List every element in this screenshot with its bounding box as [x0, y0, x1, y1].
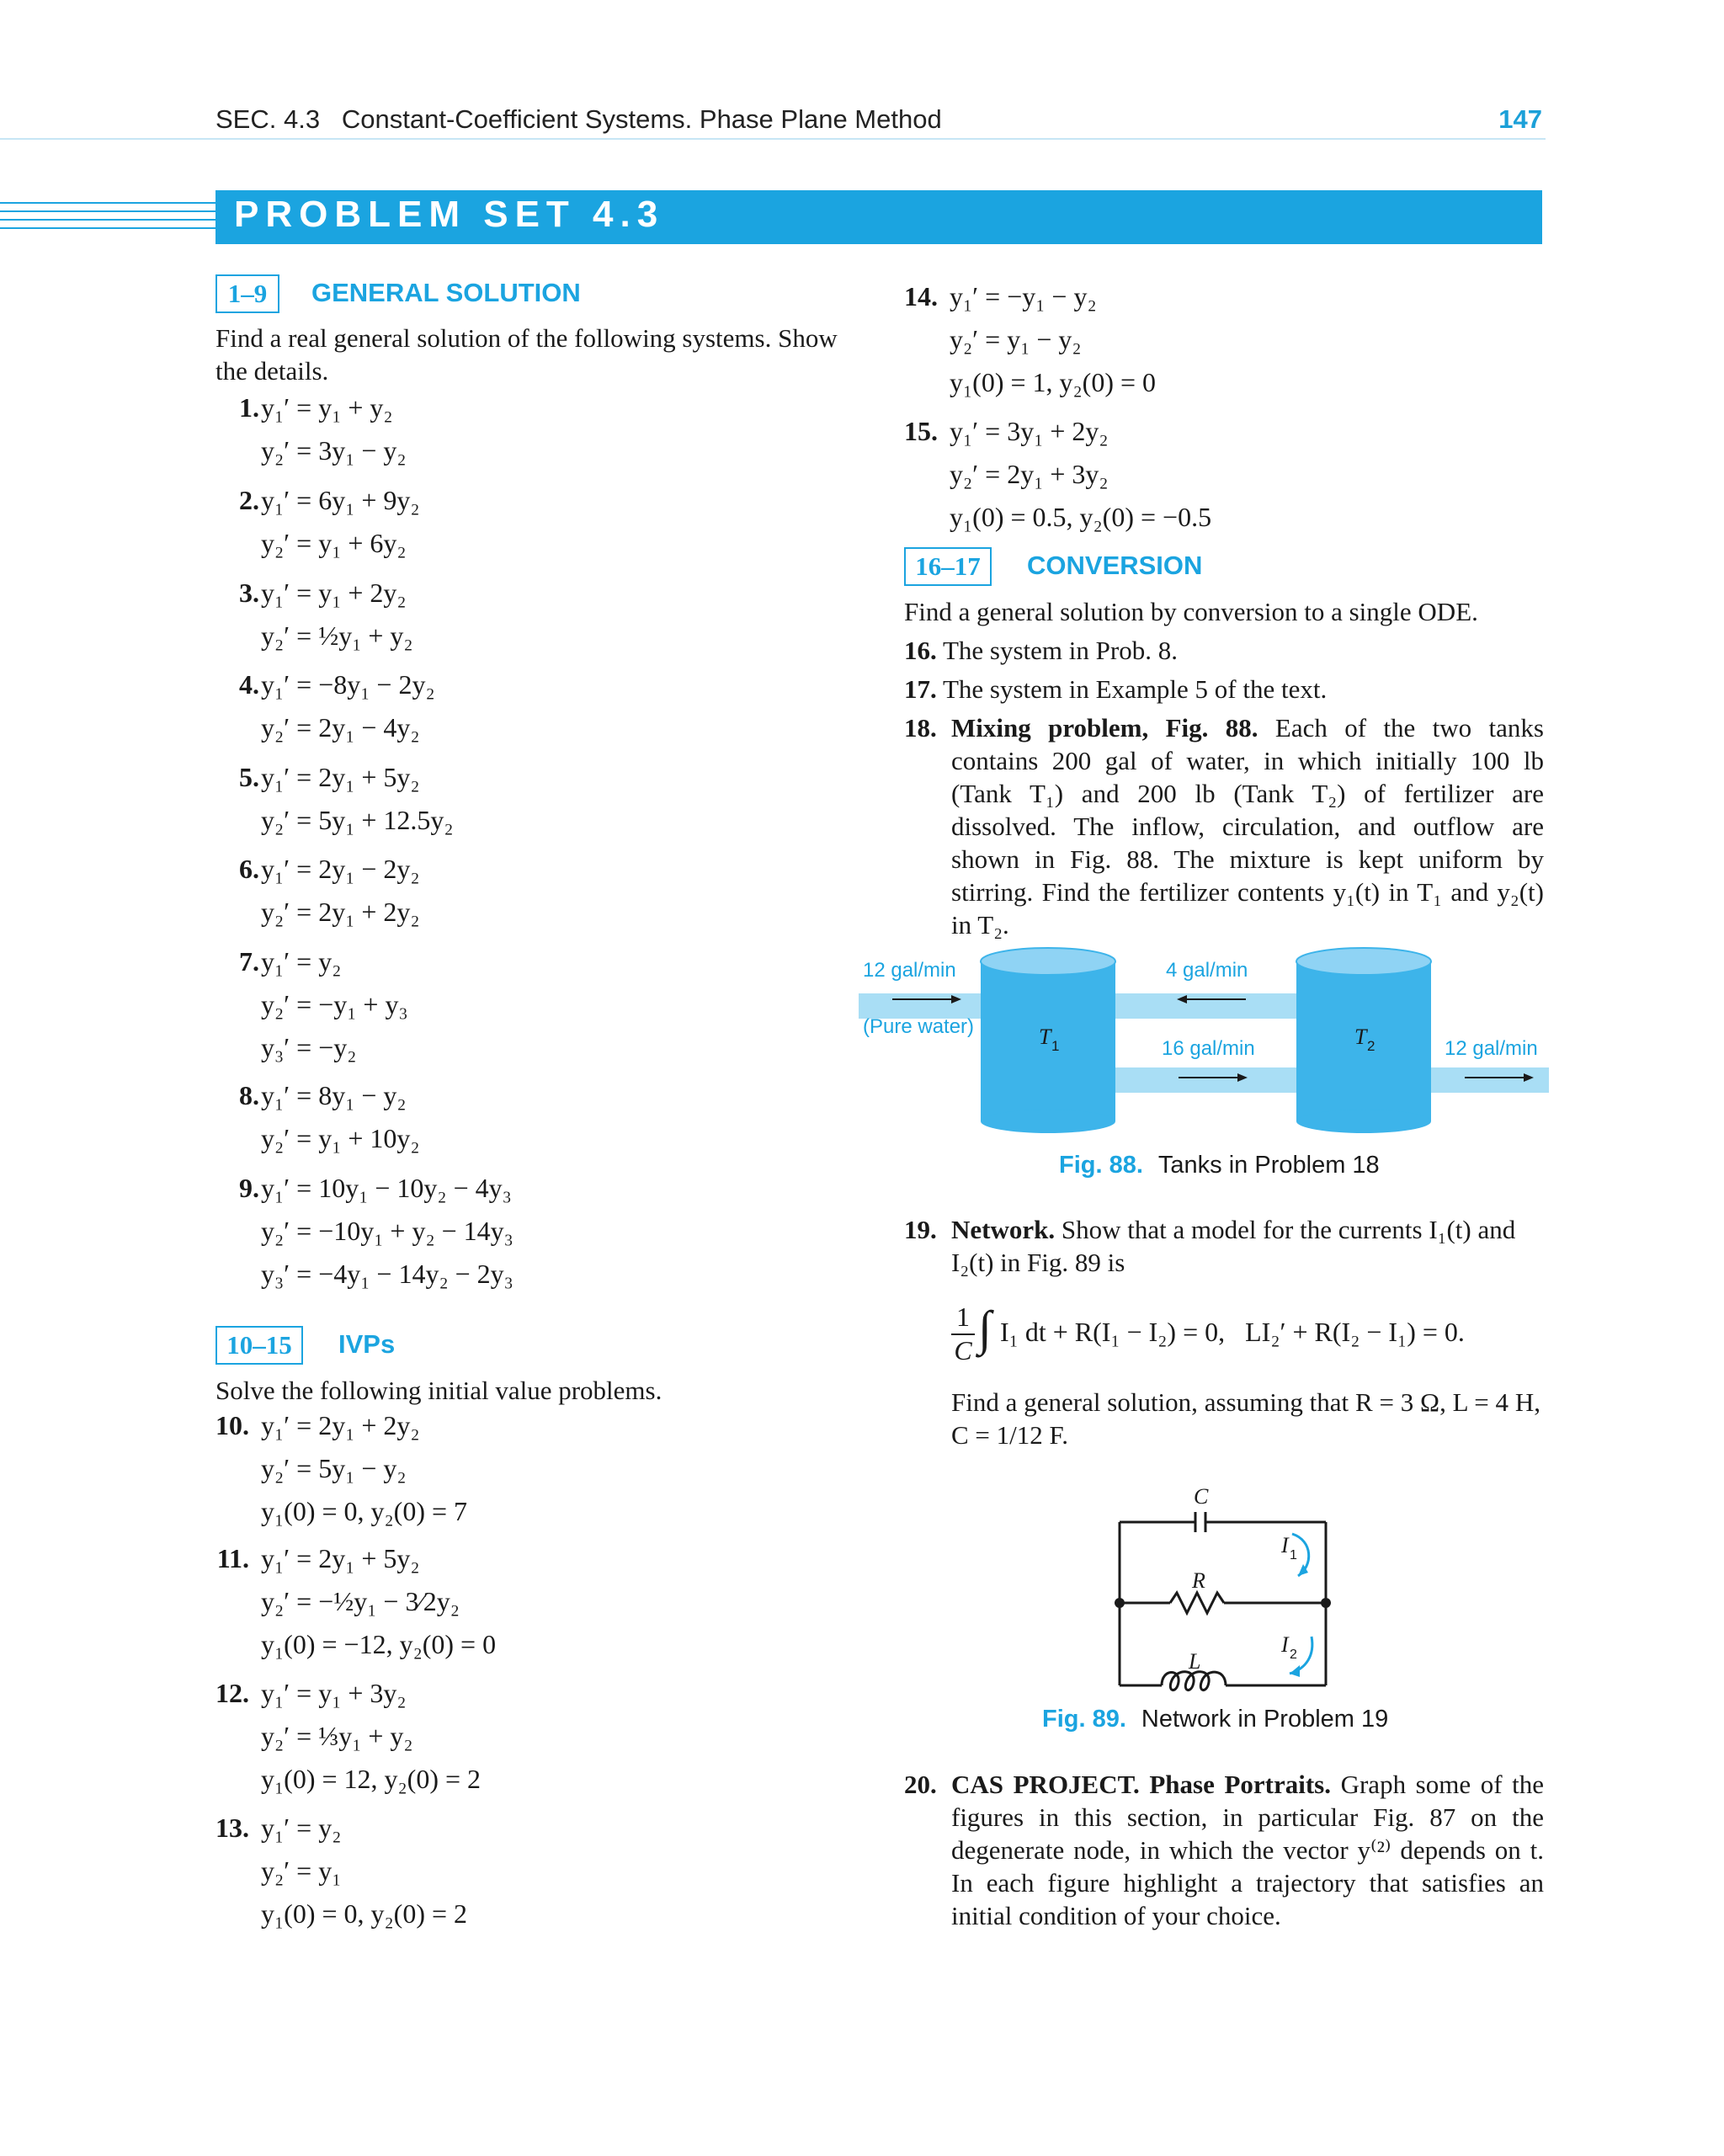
equation-line: y₂′ = −½y₁ − 3⁄2y₂	[261, 1586, 460, 1616]
problem-title: CAS PROJECT. Phase Portraits.	[951, 1770, 1331, 1799]
equation-line: y₁′ = 2y₁ + 2y₂	[261, 1410, 420, 1440]
instruction-ivp: Solve the following initial value problems.	[216, 1376, 662, 1405]
problem-number: 18.	[904, 713, 937, 743]
tank-2-subscript: 2	[1367, 1038, 1375, 1054]
problem-text: The system in Prob. 8.	[942, 636, 1178, 665]
instruction-conversion: Find a general solution by conversion to a single ODE.	[904, 597, 1478, 626]
problem-number: 8.	[239, 1080, 259, 1110]
problem-19	[904, 1213, 1544, 1279]
problem-text: Each of the two tanks contains 200 gal of water, in which initially 100 lb (Tank T₁) and 200 lb (Tank T₂) of fertilizer are dissolved. The inflow, circulation, and outflow are shown in Fig. 88. The mixture is kept uniform by stirring. Find the fertilizer contents y₁(t) in T₁ and y₂(t) in T₂.	[951, 713, 1544, 940]
group-title: IVPs	[338, 1329, 396, 1359]
equation-line: y₃′ = −y₂	[261, 1032, 357, 1062]
equation-line: y₁′ = y₂	[261, 1813, 342, 1843]
problem-number: 7.	[239, 946, 259, 977]
return-pipe	[1111, 993, 1313, 1019]
group-heading-conversion	[904, 547, 1325, 589]
problem-16	[904, 634, 1544, 667]
problem-number: 15.	[904, 416, 938, 446]
equation-line: y₂′ = y₁ − y₂	[950, 324, 1082, 354]
problem-19-text2: Find a general solution, assuming that R = 3 Ω, L = 4 H, C = 1/12 F.	[951, 1387, 1540, 1450]
problem-number: 12.	[216, 1678, 249, 1708]
fraction-denominator: C	[954, 1335, 972, 1365]
equation-line: y₂′ = y₁ + 6y₂	[261, 528, 407, 558]
equation-line: y₁′ = 3y₁ + 2y₂	[950, 416, 1109, 446]
tank-2-bottom	[1296, 1110, 1431, 1133]
outflow-pipe	[1431, 1067, 1549, 1093]
transfer-flow-label: 16 gal/min	[1162, 1037, 1255, 1060]
tank-1-bottom	[981, 1110, 1115, 1133]
equation-line: y₂′ = 2y₁ + 2y₂	[261, 897, 420, 927]
network-equation	[951, 1302, 1557, 1369]
equation-line: y₂′ = 5y₁ − y₂	[261, 1453, 407, 1483]
capacitor-label: C	[1194, 1484, 1209, 1509]
page-number: 147	[1498, 104, 1542, 134]
problem-number: 3.	[239, 578, 259, 608]
section-title: SEC. 4.3 Constant-Coefficient Systems. Phase Plane Method	[216, 104, 942, 134]
resistor-label: R	[1192, 1568, 1205, 1593]
problem-number: 2.	[239, 485, 259, 515]
equation-line: y₁′ = y₁ + y₂	[261, 392, 393, 423]
range-box: 10–15	[216, 1326, 303, 1365]
problem-number: 4.	[239, 669, 259, 700]
equation-line: y₂′ = 2y₁ + 3y₂	[950, 459, 1109, 489]
inflow-note: (Pure water)	[863, 1015, 975, 1038]
problem-text: The system in Example 5 of the text.	[942, 674, 1328, 704]
problem-number: 6.	[239, 854, 259, 884]
integral-sign: ∫	[978, 1301, 992, 1355]
tank-1-subscript: 1	[1051, 1038, 1060, 1054]
problem-number: 20.	[904, 1770, 937, 1799]
equation-line: y₂′ = 2y₁ − 4y₂	[261, 712, 420, 743]
fig88-tanks-diagram	[859, 943, 1549, 1137]
return-flow-label: 4 gal/min	[1166, 959, 1248, 982]
equation-line: y₁(0) = 12, y₂(0) = 2	[261, 1764, 482, 1794]
equation-line: y₁(0) = 0.5, y₂(0) = −0.5	[950, 502, 1212, 532]
figure-label: Fig. 88.	[1059, 1152, 1143, 1179]
problem-number: 17.	[904, 674, 937, 704]
figure-caption-text: Network in Problem 19	[1141, 1706, 1389, 1733]
equation-line: y₂′ = ⅓y₁ + y₂	[261, 1721, 413, 1751]
equation-line: y₁′ = 8y₁ − y₂	[261, 1080, 407, 1110]
current-2-subscript: 2	[1290, 1648, 1297, 1662]
equation-line: y₂′ = y₁ + 10y₂	[261, 1123, 420, 1153]
figure-caption-text: Tanks in Problem 18	[1157, 1152, 1380, 1179]
equation-line: y₁′ = 6y₁ + 9y₂	[261, 485, 420, 515]
inflow-label: 12 gal/min	[863, 959, 956, 982]
equation-line: y₁(0) = 0, y₂(0) = 2	[261, 1898, 468, 1929]
group-heading-ivp	[216, 1326, 636, 1368]
problem-text: Graph some of the figures in this section, in particular Fig. 87 on the degenerate node, in which the vector y⁽²⁾ depends on t. In each figure highlight a trajectory that satisfies an initial condition of your choice.	[951, 1770, 1545, 1930]
node-right	[1321, 1598, 1331, 1608]
problem-number: 14.	[904, 281, 938, 311]
tank-1-top	[981, 948, 1115, 975]
equation-line: y₁′ = 2y₁ − 2y₂	[261, 854, 420, 884]
equation-line: y₁′ = 2y₁ + 5y₂	[261, 1543, 420, 1573]
equation-rest: I₁ dt + R(I₁ − I₂) = 0, LI₂′ + R(I₂ − I₁) = 0.	[1000, 1317, 1465, 1347]
current-2-label: I	[1281, 1632, 1289, 1657]
equation-line: y₂′ = −y₁ + y₃	[261, 989, 408, 1019]
equation-line: y₁(0) = −12, y₂(0) = 0	[261, 1629, 497, 1659]
instruction-general: Find a real general solution of the following systems. Show the details.	[216, 323, 838, 386]
equation-line: y₂′ = 3y₁ − y₂	[261, 435, 407, 466]
range-box: 1–9	[216, 274, 279, 313]
problem-number: 19.	[904, 1215, 937, 1244]
equation-line: y₁(0) = 0, y₂(0) = 7	[261, 1496, 468, 1526]
equation-line: y₂′ = −10y₁ + y₂ − 14y₃	[261, 1216, 513, 1246]
fig88-caption	[1059, 1152, 1380, 1179]
current-1-subscript: 1	[1290, 1548, 1297, 1562]
figure-label: Fig. 89.	[1042, 1706, 1126, 1733]
equation-line: y₁′ = y₁ + 2y₂	[261, 578, 407, 608]
outflow-label: 12 gal/min	[1445, 1037, 1538, 1060]
equation-line: y₁′ = 2y₁ + 5y₂	[261, 762, 420, 792]
equation-line: y₁′ = 10y₁ − 10y₂ − 4y₃	[261, 1173, 512, 1203]
fraction-numerator: 1	[956, 1302, 970, 1332]
problem-number: 9.	[239, 1173, 259, 1203]
problem-title: Mixing problem, Fig. 88.	[951, 713, 1258, 743]
equation-line: y₂′ = y₁	[261, 1855, 342, 1886]
group-heading-general	[216, 274, 636, 317]
problem-17	[904, 673, 1544, 705]
running-header	[216, 104, 1542, 141]
tank-2-label: T	[1354, 1025, 1367, 1049]
equation-line: y₃′ = −4y₁ − 14y₂ − 2y₃	[261, 1259, 513, 1289]
problem-number: 1.	[239, 392, 259, 423]
problem-text: Show that a model for the currents I₁(t) and I₂(t) in Fig. 89 is	[951, 1215, 1516, 1277]
transfer-pipe	[1111, 1067, 1313, 1093]
fig89-network-diagram	[1111, 1482, 1338, 1692]
node-left	[1115, 1598, 1125, 1608]
inductor	[1162, 1672, 1226, 1690]
equation-line: y₂′ = 5y₁ + 12.5y₂	[261, 805, 454, 835]
problem-title: Network.	[951, 1215, 1056, 1244]
problem-number: 16.	[904, 636, 937, 665]
problem-set-banner	[216, 190, 1542, 244]
tank-1-label: T	[1039, 1025, 1051, 1049]
problem-20	[904, 1768, 1544, 1932]
equation-line: y₁′ = −8y₁ − 2y₂	[261, 669, 435, 700]
resistor	[1170, 1593, 1224, 1613]
problem-number: 13.	[216, 1813, 249, 1843]
group-title: CONVERSION	[1027, 551, 1203, 580]
problem-number: 5.	[239, 762, 259, 792]
fig89-caption	[1042, 1706, 1388, 1733]
current-2-arrowhead	[1290, 1665, 1300, 1677]
banner-title: PROBLEM SET 4.3	[234, 194, 665, 235]
header-rule	[0, 138, 1546, 140]
group-title: GENERAL SOLUTION	[311, 278, 581, 307]
equation-line: y₁′ = −y₁ − y₂	[950, 281, 1097, 311]
range-box: 16–17	[904, 547, 992, 586]
tank-2-top	[1296, 948, 1431, 975]
problem-18	[904, 711, 1544, 941]
equation-line: y₂′ = ½y₁ + y₂	[261, 620, 413, 651]
equation-line: y₁(0) = 1, y₂(0) = 0	[950, 367, 1157, 397]
equation-line: y₁′ = y₁ + 3y₂	[261, 1678, 407, 1708]
current-1-label: I	[1281, 1533, 1289, 1557]
equation-line: y₁′ = y₂	[261, 946, 342, 977]
inductor-label: L	[1189, 1649, 1201, 1674]
problem-number: 10.	[216, 1410, 249, 1440]
problem-number: 11.	[216, 1543, 249, 1573]
